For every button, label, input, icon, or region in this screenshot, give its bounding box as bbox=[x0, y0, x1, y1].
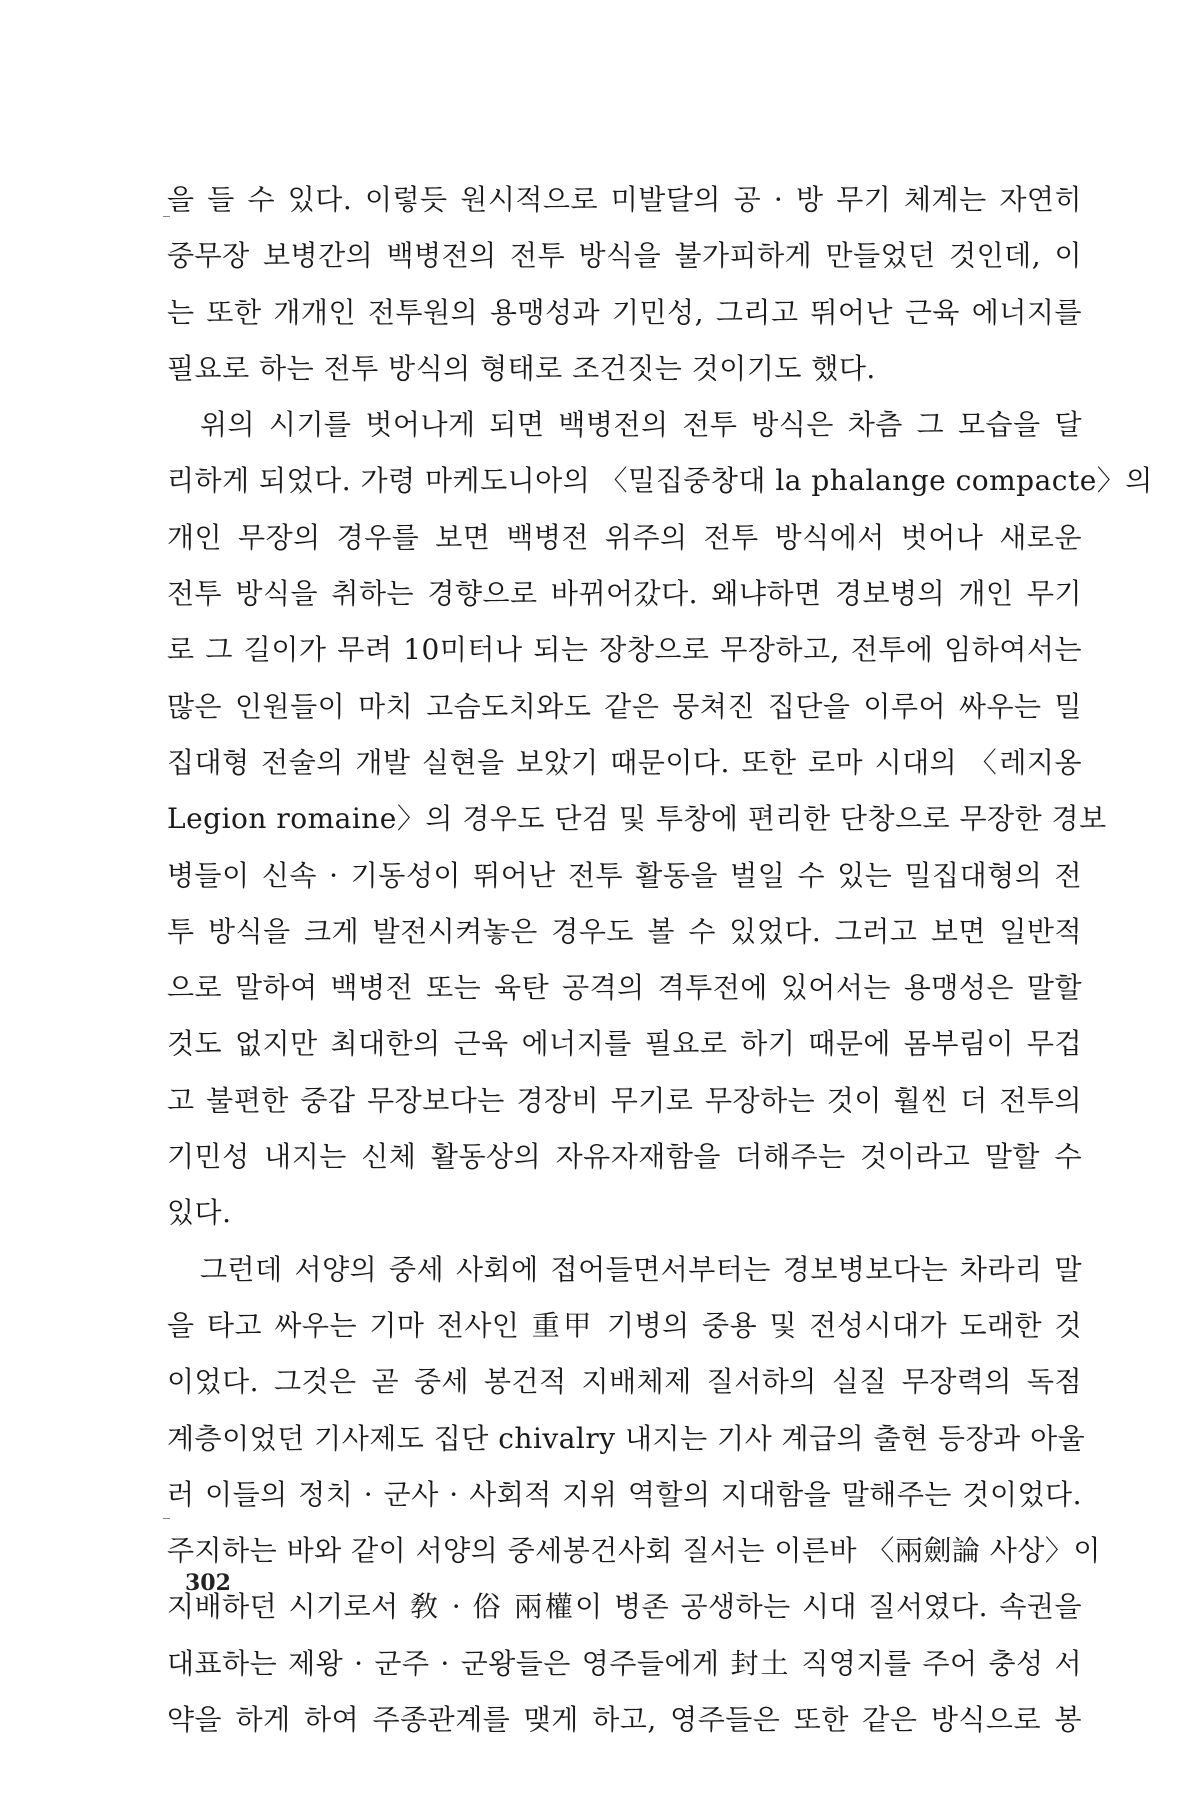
text-line: 대표하는 제왕 · 군주 · 군왕들은 영주들에게 封土 직영지를 주어 충성 서 bbox=[167, 1646, 1082, 1680]
text-line: 전투 방식을 취하는 경향으로 바뀌어갔다. 왜냐하면 경보병의 개인 무기 bbox=[167, 577, 1082, 611]
text-line: 계층이었던 기사제도 집단 chivalry 내지는 기사 계급의 출현 등장과 아울 bbox=[167, 1421, 1086, 1455]
text-line: 그런데 서양의 중세 사회에 접어들면서부터는 경보병보다는 차라리 말 bbox=[200, 1252, 1082, 1286]
text-line: 러 이들의 정치 · 군사 · 사회적 지위 역할의 지대함을 말해주는 것이었다. bbox=[167, 1477, 1082, 1511]
text-line: 는 또한 개개인 전투원의 용맹성과 기민성, 그리고 뛰어난 근육 에너지를 bbox=[167, 295, 1082, 329]
text-line: 투 방식을 크게 발전시켜놓은 경우도 볼 수 있었다. 그러고 보면 일반적 bbox=[167, 914, 1082, 948]
text-line: 위의 시기를 벗어나게 되면 백병전의 전투 방식은 차츰 그 모습을 달 bbox=[200, 408, 1082, 442]
text-line: 으로 말하여 백병전 또는 육탄 공격의 격투전에 있어서는 용맹성은 말할 bbox=[167, 971, 1082, 1005]
text-line: 필요로 하는 전투 방식의 형태로 조건짓는 것이기도 했다. bbox=[167, 351, 876, 385]
text-line: 지배하던 시기로서 敎 · 俗 兩權이 병존 공생하는 시대 질서였다. 속권을 bbox=[167, 1590, 1082, 1624]
text-line: 을 들 수 있다. 이렇듯 원시적으로 미발달의 공 · 방 무기 체계는 자연히 bbox=[167, 183, 1082, 216]
text-line: 중무장 보병간의 백병전의 전투 방식을 불가피하게 만들었던 것인데, 이 bbox=[167, 239, 1082, 273]
text-line: 기민성 내지는 신체 활동상의 자유자재함을 더해주는 것이라고 말할 수 bbox=[167, 1140, 1082, 1174]
text-line: 이었다. 그것은 곧 중세 봉건적 지배체제 질서하의 실질 무장력의 독점 bbox=[167, 1365, 1082, 1399]
text-line: 약을 하게 하여 주종관계를 맺게 하고, 영주들은 또한 같은 방식으로 봉 bbox=[167, 1703, 1082, 1737]
text-line: 집대형 전술의 개발 실현을 보았기 때문이다. 또한 로마 시대의 〈레지옹 bbox=[167, 745, 1082, 779]
text-line: 주지하는 바와 같이 서양의 중세봉건사회 질서는 이른바 〈兩劍論 사상〉이 bbox=[167, 1534, 1101, 1568]
text-line: 많은 인원들이 마치 고슴도치와도 같은 뭉쳐진 집단을 이루어 싸우는 밀 bbox=[167, 689, 1082, 723]
text-line: 을 타고 싸우는 기마 전사인 重甲 기병의 중용 및 전성시대가 도래한 것 bbox=[167, 1308, 1082, 1342]
text-line: 고 불편한 중갑 무장보다는 경장비 무기로 무장하는 것이 훨씬 더 전투의 bbox=[167, 1083, 1082, 1117]
text-line: 병들이 신속 · 기동성이 뛰어난 전투 활동을 벌일 수 있는 밀집대형의 전 bbox=[167, 858, 1082, 892]
text-line: 있다. bbox=[167, 1196, 232, 1230]
body-text bbox=[167, 172, 1153, 1748]
text-line: 리하게 되었다. 가령 마케도니아의 〈밀집중창대 la phalange compacte〉의 bbox=[167, 464, 1153, 498]
page-number: 302 bbox=[185, 1570, 231, 1596]
text-line: 개인 무장의 경우를 보면 백병전 위주의 전투 방식에서 벗어나 새로운 bbox=[167, 520, 1082, 554]
text-line: 것도 없지만 최대한의 근육 에너지를 필요로 하기 때문에 몸부림이 무겁 bbox=[167, 1027, 1082, 1061]
text-line: Legion romaine〉의 경우도 단검 및 투창에 편리한 단창으로 무장한 경보 bbox=[167, 802, 1107, 836]
text-line: 로 그 길이가 무려 10미터나 되는 장창으로 무장하고, 전투에 임하여서는 bbox=[167, 633, 1082, 667]
